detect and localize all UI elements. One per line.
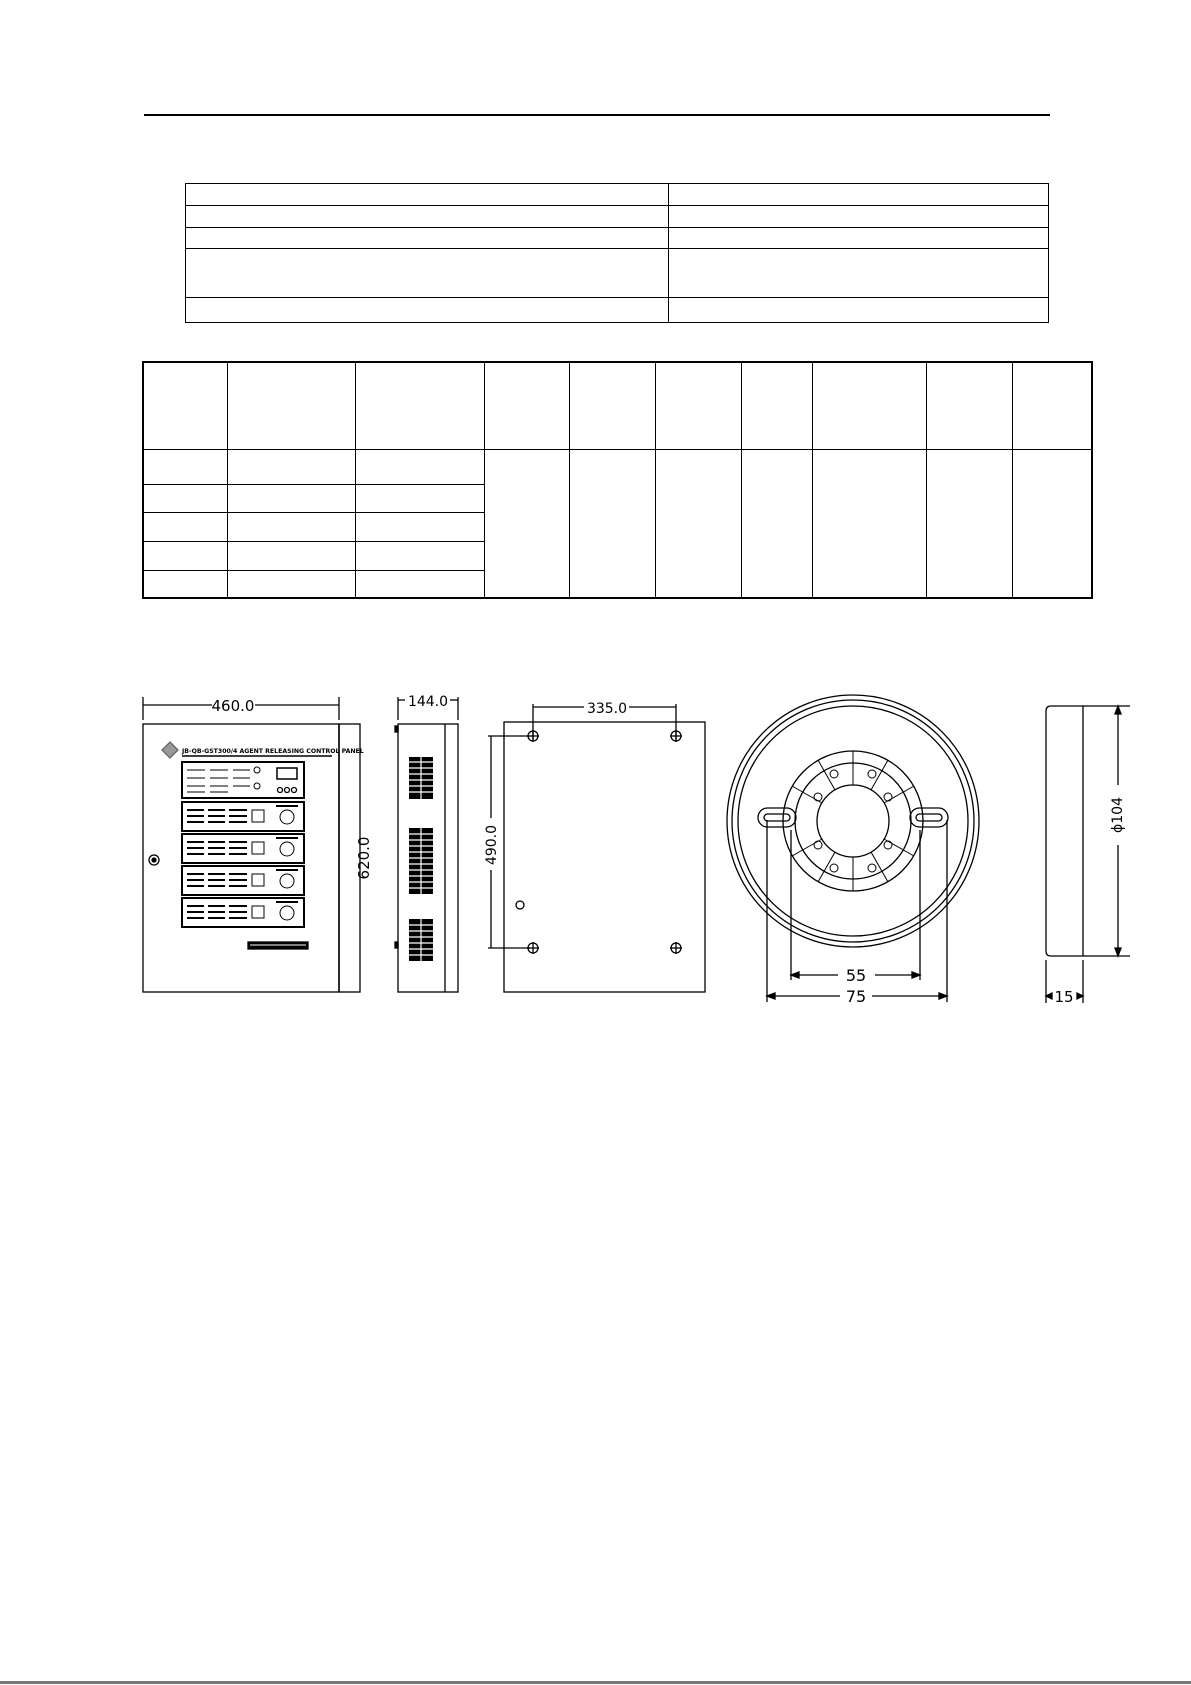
outer-dimension: 75 [845,987,867,1006]
inner-dimension: 55 [845,966,867,985]
cable-hole [516,901,524,909]
height-dimension: 620.0 [355,836,373,880]
panel-back-view [484,701,705,992]
logo-diamond [162,742,178,758]
detector-side-view [1046,706,1130,1006]
zone-modules [182,802,304,927]
diameter-dimension: ϕ104 [1110,797,1126,833]
mounting-holes [527,730,682,954]
panel-front-view [143,697,373,992]
depth-dimension: 144.0 [407,694,449,710]
footer-rule [0,1681,1191,1684]
detector-base-view [727,695,979,1006]
width-dimension: 460.0 [211,697,255,715]
thickness-dimension: 15 [1054,988,1074,1006]
panel-side-view [395,694,458,992]
panel-label: JB-QB-GST300/4 AGENT RELEASING CONTROL PANEL [182,748,364,755]
vertical-hole-dimension: 490.0 [484,824,500,866]
hole-spacing-dimension: 335.0 [586,701,628,717]
